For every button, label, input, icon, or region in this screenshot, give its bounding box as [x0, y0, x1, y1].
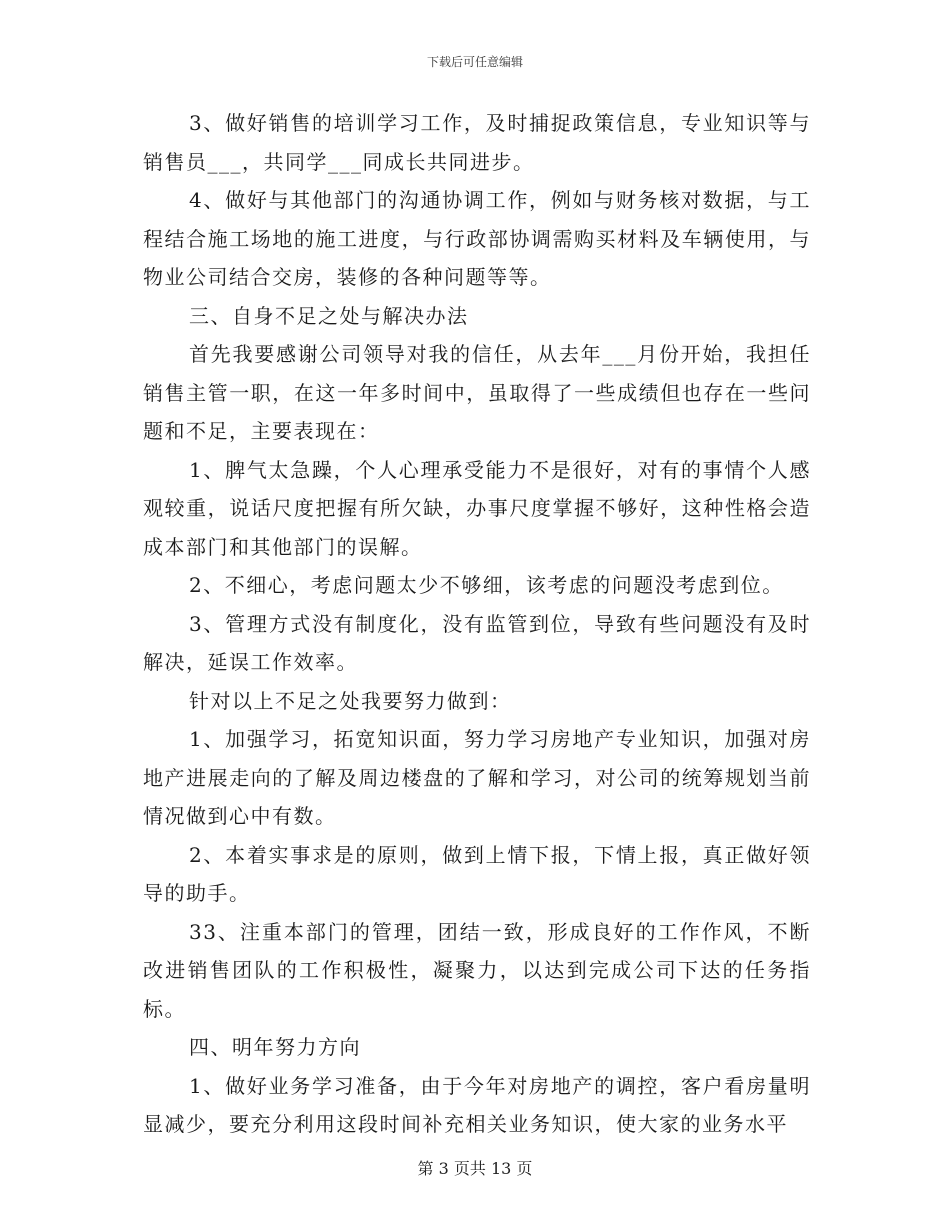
paragraph-remedy-3: 33、注重本部门的管理，团结一致，形成良好的工作作风，不断改进销售团队的工作积极性，凝聚力，以达到完成公司下达的任务指标。 — [143, 919, 811, 1021]
document-body — [143, 104, 811, 1144]
paragraph-item-4: 4、做好与其他部门的沟通协调工作，例如与财务核对数据，与工程结合施工场地的施工进度，与行政部协调需购买材料及车辆使用，与物业公司结合交房，装修的各种问题等等。 — [143, 188, 811, 289]
paragraph-item-3: 3、做好销售的培训学习工作，及时捕捉政策信息，专业知识等与销售员___，共同学___同成长共同进步。 — [143, 111, 811, 174]
section-heading-3: 三、自身不足之处与解决办法 — [189, 303, 469, 328]
paragraph-remedy-1: 1、加强学习，拓宽知识面，努力学习房地产专业知识，加强对房地产进展走向的了解及周边楼盘的了解和学习，对公司的统筹规划当前情况做到心中有数。 — [143, 727, 811, 828]
paragraph-intro: 首先我要感谢公司领导对我的信任，从去年___月份开始，我担任销售主管一职，在这一年多时间中，虽取得了一些成绩但也存在一些问题和不足，主要表现在： — [143, 342, 811, 443]
paragraph-remedy-2: 2、本着实事求是的原则，做到上情下报，下情上报，真正做好领导的助手。 — [143, 842, 811, 905]
section-heading-4: 四、明年努力方向 — [189, 1035, 361, 1059]
paragraph-weakness-1: 1、脾气太急躁，个人心理承受能力不是很好，对有的事情个人感观较重，说话尺度把握有所欠缺，办事尺度掌握不够好，这种性格会造成本部门和其他部门的误解。 — [143, 457, 811, 559]
paragraph-weakness-2: 2、不细心，考虑问题太少不够细，该考虑的问题没考虑到位。 — [189, 573, 784, 597]
page-footer: 第 3 页共 13 页 — [417, 1159, 533, 1178]
page-header: 下载后可任意编辑 — [426, 55, 523, 69]
paragraph-remedy-intro: 针对以上不足之处我要努力做到： — [189, 688, 512, 713]
paragraph-weakness-3: 3、管理方式没有制度化，没有监管到位，导致有些问题没有及时解决，延误工作效率。 — [143, 611, 811, 674]
paragraph-plan-1: 1、做好业务学习准备，由于今年对房地产的调控，客户看房量明显减少，要充分利用这段时间补充相关业务知识，使大家的业务水平 — [143, 1073, 811, 1136]
